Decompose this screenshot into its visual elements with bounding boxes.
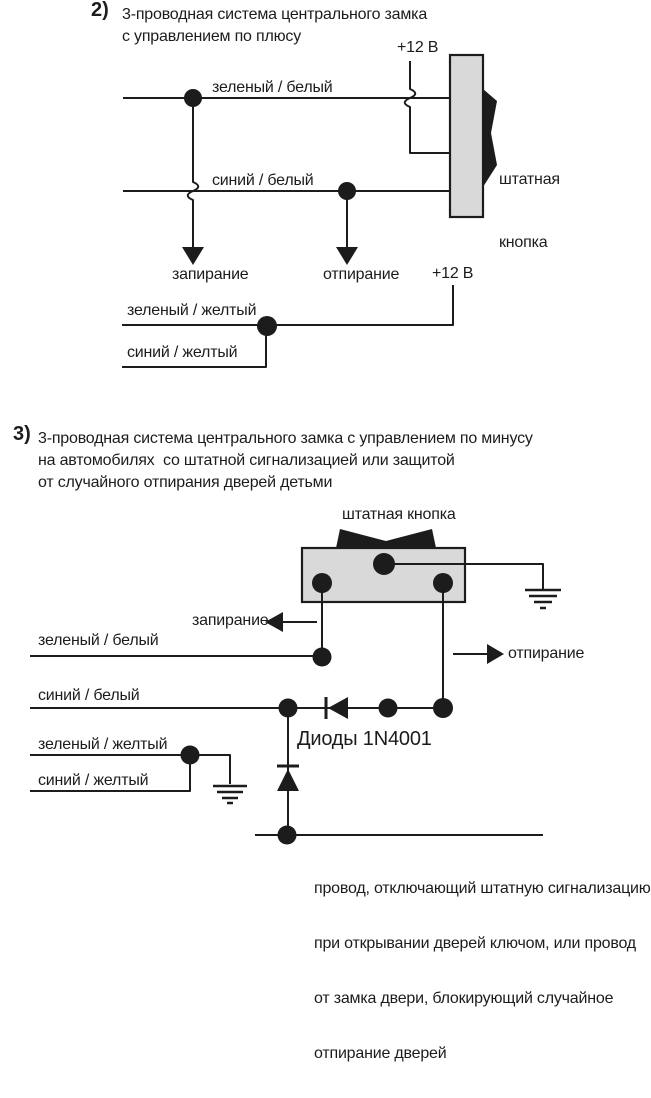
d3-rocker-icon bbox=[336, 529, 436, 548]
d2-title-line2: с управлением по плюсу bbox=[122, 28, 301, 45]
d3-alarm-note-line3: от замка двери, блокирующий случайное bbox=[314, 990, 614, 1007]
d3-ground-icon-right bbox=[525, 590, 561, 608]
d3-alarm-note-line1: провод, отключающий штатную сигнализацию bbox=[314, 880, 651, 897]
d2-supply-top-label: +12 В bbox=[397, 39, 439, 56]
d3-diode2-icon bbox=[277, 769, 299, 791]
d3-wire-label-green-white: зеленый / белый bbox=[38, 632, 159, 649]
d3-junction-dot-alarm bbox=[278, 826, 297, 845]
d2-unlock-arrow-icon bbox=[336, 247, 358, 265]
d2-switch-body bbox=[450, 55, 483, 217]
d3-unlock-label: отпирание bbox=[508, 645, 585, 662]
d2-button-label-line2: кнопка bbox=[499, 234, 548, 251]
d3-title-line1: 3-проводная система центрального замка с управлением по минусу bbox=[38, 430, 533, 447]
d3-wire-label-green-yellow: зеленый / желтый bbox=[38, 736, 168, 753]
d3-ground-icon-left bbox=[213, 786, 247, 803]
d2-wire-label-green-white: зеленый / белый bbox=[212, 79, 333, 96]
d3-diode1-icon bbox=[328, 697, 348, 719]
d2-wire-label-green-yellow: зеленый / желтый bbox=[127, 302, 257, 319]
d2-supply-top-wire bbox=[405, 61, 450, 153]
d2-unlock-label: отпирание bbox=[323, 266, 400, 283]
d3-title-line3: от случайного отпирания дверей детьми bbox=[38, 474, 333, 491]
d3-unlock-arrow-icon bbox=[487, 644, 504, 664]
d2-supply-bottom-label: +12 В bbox=[432, 265, 474, 282]
d2-rocker-icon bbox=[483, 89, 497, 187]
d3-wire-label-blue-yellow: синий / желтый bbox=[38, 772, 149, 789]
d3-switch-contact-center bbox=[373, 553, 395, 575]
d3-alarm-note-line2: при открывании дверей ключом, или провод bbox=[314, 935, 636, 952]
d3-lock-label: запирание bbox=[192, 612, 269, 629]
d2-lock-arrow-icon bbox=[182, 247, 204, 265]
d2-number: 2) bbox=[91, 0, 109, 21]
d3-title-line2: на автомобилях со штатной сигнализацией или защитой bbox=[38, 452, 455, 469]
d2-junction-dot-green-white bbox=[184, 89, 202, 107]
d2-lock-label: запирание bbox=[172, 266, 249, 283]
d2-title-line1: 3-проводная система центрального замка bbox=[122, 6, 428, 23]
d3-button-label: штатная кнопка bbox=[342, 506, 456, 523]
d3-junction-dot-green-white bbox=[313, 648, 332, 667]
d2-wire-label-blue-white: синий / белый bbox=[212, 172, 314, 189]
d3-number: 3) bbox=[13, 423, 31, 445]
d3-diodes-label: Диоды 1N4001 bbox=[297, 728, 432, 750]
d3-alarm-note-line4: отпирание дверей bbox=[314, 1045, 447, 1062]
d3-junction-dot-blue-white-right bbox=[433, 698, 453, 718]
d3-wire-label-blue-white: синий / белый bbox=[38, 687, 140, 704]
d2-wire-label-blue-yellow: синий / желтый bbox=[127, 344, 238, 361]
d2-junction-dot-blue-white bbox=[338, 182, 356, 200]
d2-lock-branch-wire bbox=[188, 98, 199, 248]
d3-junction-dot-blue-white-mid bbox=[379, 699, 398, 718]
d3-alarm-note bbox=[314, 844, 651, 1098]
d2-button-label-line1: штатная bbox=[499, 171, 560, 188]
d2-button-label bbox=[499, 127, 560, 295]
